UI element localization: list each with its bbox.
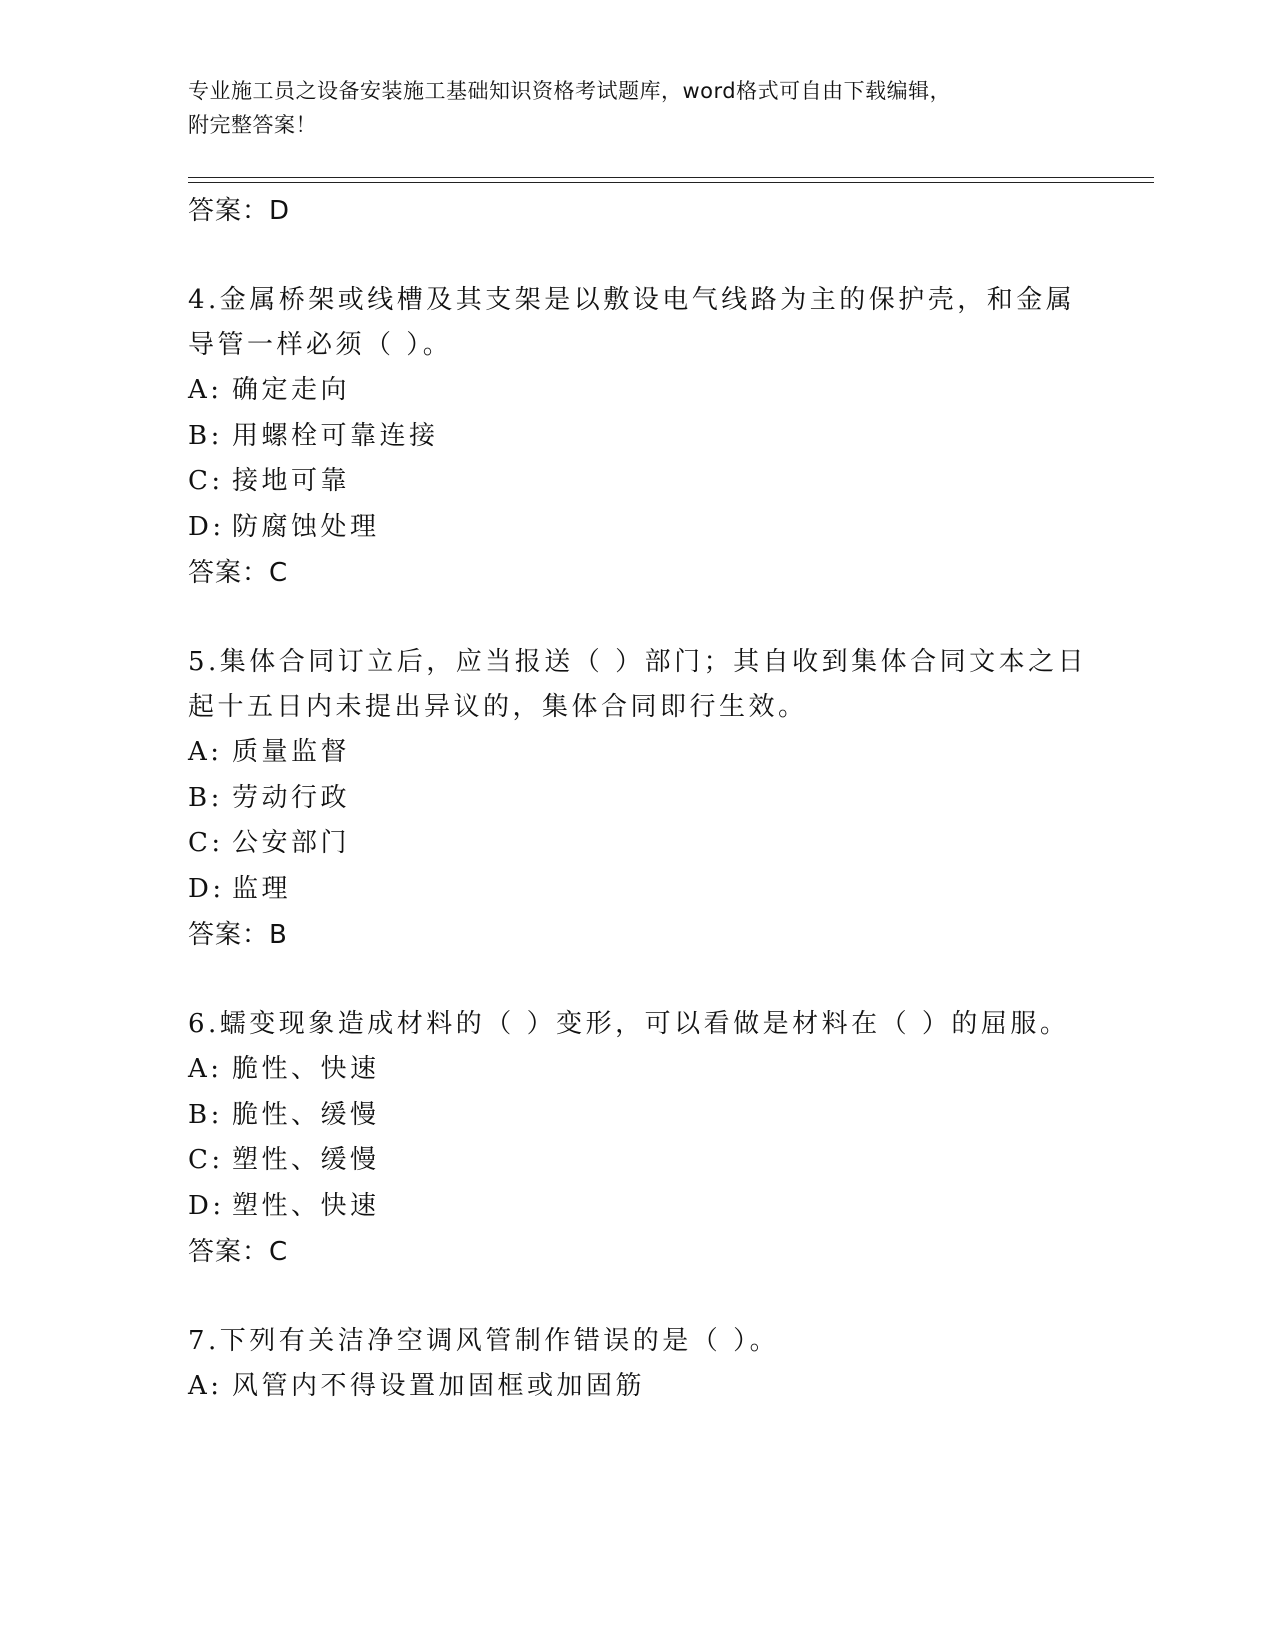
question-5-option-b: [188, 776, 1088, 822]
spacer: [188, 596, 1088, 640]
question-6-option-a: [188, 1047, 1088, 1093]
option-text: 确定走向: [232, 375, 351, 405]
option-letter: D:: [188, 1190, 225, 1221]
question-6-answer: 答案：C: [188, 1237, 289, 1267]
option-letter: B:: [188, 782, 223, 813]
option-letter: C:: [188, 1145, 224, 1175]
question-6-line-1: 6.蠕变现象造成材料的（ ）变形，可以看做是材料在（ ）的屈服。: [188, 1009, 1070, 1039]
option-text: 风管内不得设置加固框或加固筋: [232, 1371, 646, 1401]
option-letter: A:: [188, 1054, 223, 1084]
question-6-option-b: [188, 1093, 1088, 1139]
option-letter: D:: [188, 873, 225, 904]
option-letter: C:: [188, 828, 224, 858]
option-text: 劳动行政: [232, 782, 351, 813]
question-list: [188, 188, 1088, 1410]
option-text: 监理: [232, 873, 292, 904]
question-5-line-2: 起十五日内未提出异议的，集体合同即行生效。: [188, 692, 808, 722]
question-5-answer: 答案：B: [188, 920, 288, 950]
option-letter: B:: [188, 420, 223, 451]
option-letter: A:: [188, 375, 223, 405]
option-letter: A:: [188, 737, 223, 767]
header-divider-top: [188, 177, 1154, 178]
question-5-text: [188, 640, 1088, 730]
header-line-1: 专业施工员之设备安装施工基础知识资格考试题库，word格式可自由下载编辑，: [188, 79, 952, 103]
question-4: [188, 278, 1088, 596]
question-6: [188, 1002, 1088, 1275]
option-text: 脆性、快速: [232, 1054, 380, 1084]
question-7-option-a: [188, 1364, 1088, 1410]
option-text: 接地可靠: [232, 466, 351, 496]
option-text: 公安部门: [232, 828, 351, 858]
question-4-option-a: [188, 368, 1088, 414]
question-4-line-2: 导管一样必须（ ）。: [188, 330, 453, 360]
option-text: 脆性、缓慢: [232, 1099, 380, 1130]
document-header: [188, 74, 1068, 142]
question-4-answer: 答案：C: [188, 558, 289, 588]
option-letter: D:: [188, 511, 225, 542]
question-7-text: [188, 1319, 1068, 1364]
option-text: 防腐蚀处理: [232, 511, 380, 542]
question-7: [188, 1319, 1088, 1410]
question-4-option-d: [188, 505, 1088, 551]
spacer: [188, 1275, 1088, 1319]
question-6-option-c: [188, 1138, 1088, 1184]
question-7-line-1: 7.下列有关洁净空调风管制作错误的是（ ）。: [188, 1326, 780, 1356]
previous-answer: 答案：D: [188, 196, 291, 226]
question-5: [188, 640, 1088, 958]
question-4-text: [188, 278, 1076, 368]
question-4-option-b: [188, 414, 1088, 460]
option-letter: B:: [188, 1099, 223, 1130]
spacer: [188, 958, 1088, 1002]
question-6-text: [188, 1002, 1068, 1047]
option-letter: C:: [188, 466, 224, 496]
question-5-option-a: [188, 730, 1088, 776]
option-letter: A:: [188, 1371, 223, 1401]
option-text: 塑性、缓慢: [232, 1145, 380, 1175]
question-5-option-d: [188, 867, 1088, 913]
question-6-option-d: [188, 1184, 1088, 1230]
question-5-option-c: [188, 821, 1088, 867]
question-4-option-c: [188, 459, 1088, 505]
option-text: 塑性、快速: [232, 1190, 380, 1221]
question-4-line-1: 4.金属桥架或线槽及其支架是以敷设电气线路为主的保护壳，和金属: [188, 285, 1076, 315]
option-text: 质量监督: [232, 737, 351, 767]
option-text: 用螺栓可靠连接: [232, 420, 439, 451]
header-divider-bottom: [188, 182, 1154, 183]
question-5-line-1: 5.集体合同订立后，应当报送（ ）部门；其自收到集体合同文本之日: [188, 647, 1088, 677]
spacer: [188, 234, 1088, 278]
header-line-2: 附完整答案！: [188, 113, 317, 137]
